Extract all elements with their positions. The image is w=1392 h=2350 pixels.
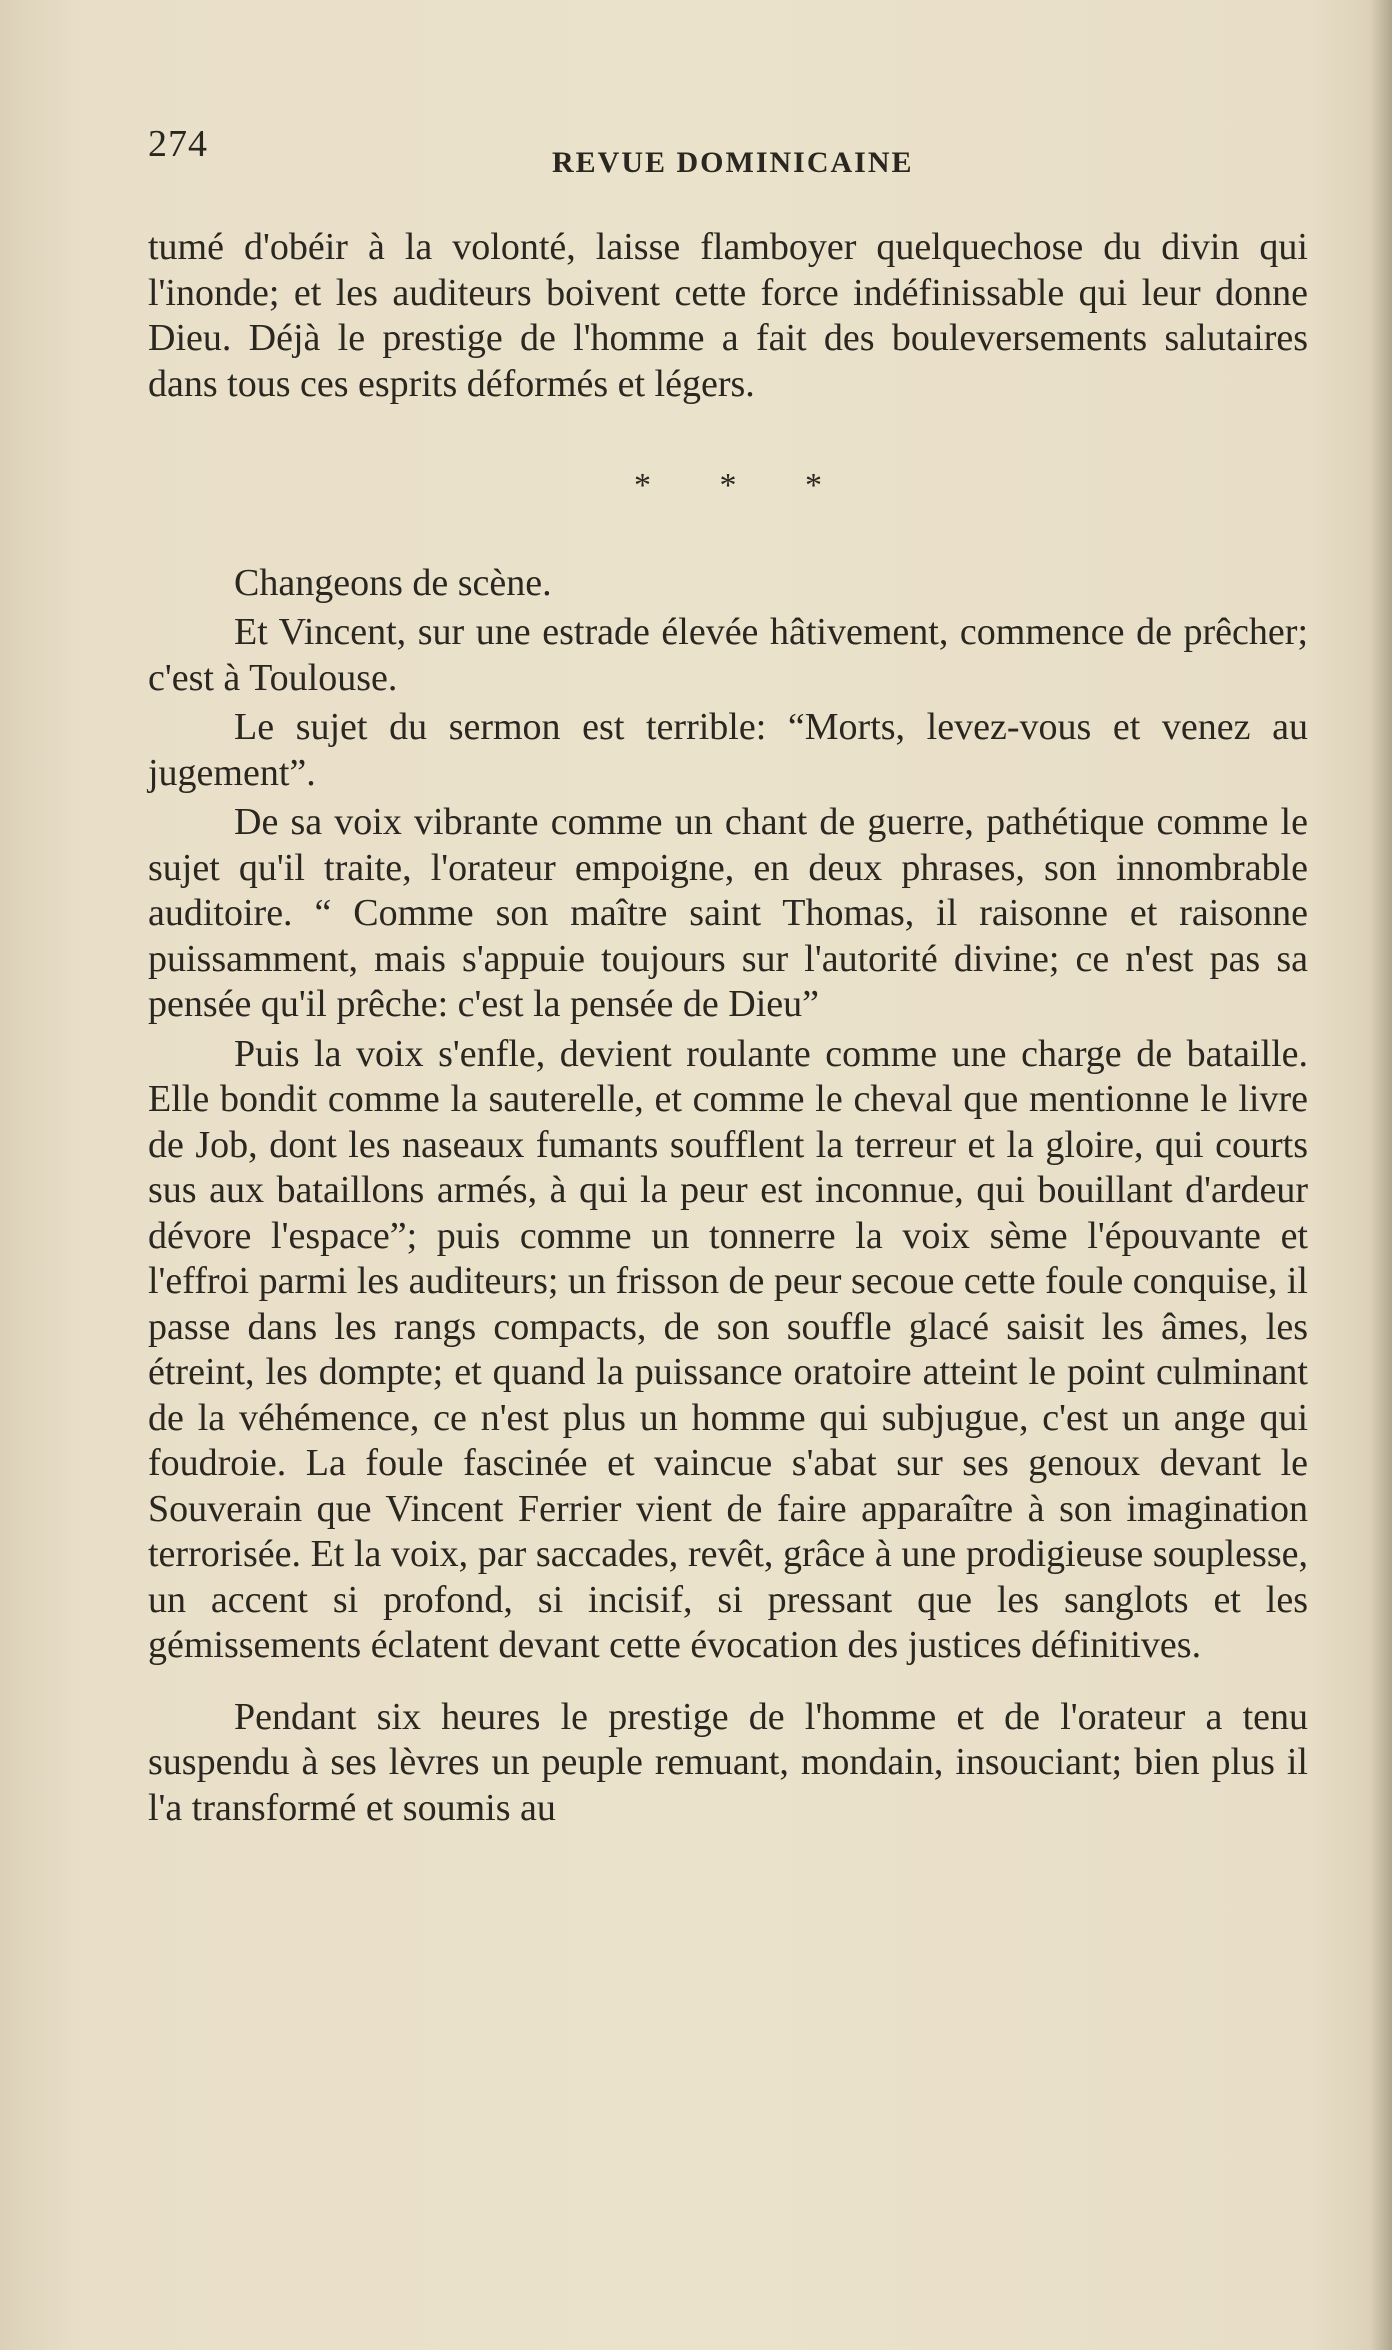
paragraph-scene-change: Changeons de scène.: [234, 561, 552, 604]
page-number: 274: [148, 123, 208, 165]
paragraph-sermon-subject: Le sujet du sermon est terrible: “Morts, levez-vous et venez au jugement”.: [148, 706, 1308, 794]
running-head: REVUE DOMINICAINE: [552, 146, 914, 179]
paragraph-six-hours: Pendant six heures le prestige de l'homme et de l'orateur a tenu suspendu à ses lèvres un peuple remuant, mondain, insouciant; bien plus il l'a transformé et soumis au: [148, 1695, 1308, 1829]
paragraph-toulouse: Et Vincent, sur une estrade élevée hâtivement, commence de prêcher; c'est à Toulouse.: [148, 611, 1308, 699]
body-text: [148, 225, 1308, 1831]
paragraph-orator-voice: De sa voix vibrante comme un chant de guerre, pathétique comme le sujet qu'il traite, l'orateur empoigne, en deux phrases, son innombrable auditoire. “ Comme son maître saint Thomas, il raisonne et raisonne puissamment, mais s'appuie toujours sur l'autorité divine; ce n'est pas sa pensée qu'il prêche: c'est la pensée de Dieu”: [148, 801, 1308, 1025]
paragraph-continuation: tumé d'obéir à la volonté, laisse flamboyer quelquechose du divin qui l'inonde; et les auditeurs boivent cette force indéfinissable qui leur donne Dieu. Déjà le prestige de l'homme a fait des bouleversements salutaires dans tous ces esprits déformés et légers.: [148, 226, 1308, 405]
section-separator: * * *: [634, 467, 852, 504]
page-edge-shadow: [1370, 0, 1392, 2350]
paragraph-battle-charge: Puis la voix s'enfle, devient roulante comme une charge de bataille. Elle bondit comme la sauterelle, et comme le cheval que mentionne le livre de Job, dont les naseaux fumants soufflent la terreur et la gloire, qui courts sus aux bataillons armés, à qui la peur est inconnue, qui bouillant d'ardeur dévore l'espace”; puis comme un tonnerre la voix sème l'épouvante et l'effroi parmi les auditeurs; un frisson de peur secoue cette foule conquise, il passe dans les rangs compacts, de son souffle glacé saisit les âmes, les étreint, les dompte; et quand la puissance oratoire atteint le point culminant de la véhémence, ce n'est plus un homme qui subjugue, c'est un ange qui foudroie. La foule fascinée et vaincue s'abat sur ses genoux devant le Souverain que Vincent Ferrier vient de faire apparaître à son imagination terrorisée. Et la voix, par saccades, revêt, grâce à une prodigieuse souplesse, un accent si profond, si incisif, si pressant que les sanglots et les gémissements éclatent devant cette évocation des justices définitives.: [148, 1032, 1308, 1666]
